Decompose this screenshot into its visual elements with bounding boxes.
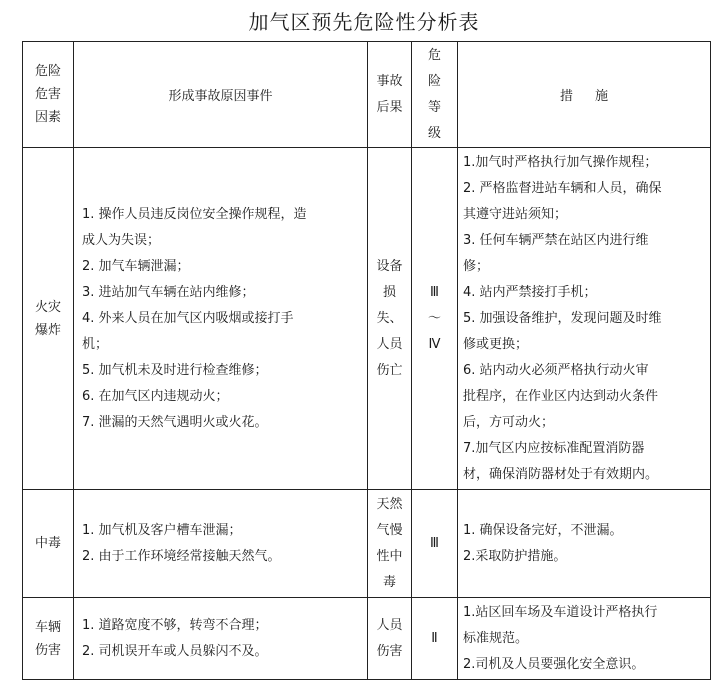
- consequence-cell: 人员 伤害: [368, 598, 412, 680]
- header-consequence: 事故 后果: [368, 42, 412, 148]
- table-row: [23, 598, 711, 680]
- factor-cell: 火灾 爆炸: [23, 148, 74, 490]
- measures-cell: 1.站区回车场及车道设计严格执行 标准规范。 2.司机及人员要强化安全意识。: [458, 598, 711, 680]
- level-cell: Ⅲ ～ Ⅳ: [412, 148, 458, 490]
- cause-cell: 1. 加气机及客户槽车泄漏； 2. 由于工作环境经常接触天然气。: [74, 490, 368, 598]
- table-row: [23, 148, 711, 490]
- level-cell: Ⅲ: [412, 490, 458, 598]
- measures-cell: 1.加气时严格执行加气操作规程； 2. 严格监督进站车辆和人员，确保 其遵守进站须知； 3. 任何车辆严禁在站区内进行维 修； 4. 站内严禁接打手机； 5. 加强设备维护，发现问题及时维 修或更换； 6. 站内动火必须严格执行动火审 批程序，在作业区内达到动火条件 后，方可动火； 7.加气区内应按标准配置消防器 材，确保消防器材处于有效期内。: [458, 148, 711, 490]
- measures-cell: 1. 确保设备完好，不泄漏。 2.采取防护措施。: [458, 490, 711, 598]
- factor-cell: 中毒: [23, 490, 74, 598]
- header-cause: 形成事故原因事件: [74, 42, 368, 148]
- header-level: 危 险 等 级: [412, 42, 458, 148]
- risk-analysis-table: [22, 41, 711, 680]
- cause-cell: 1. 道路宽度不够，转弯不合理； 2. 司机误开车或人员躲闪不及。: [74, 598, 368, 680]
- factor-cell: 车辆 伤害: [23, 598, 74, 680]
- consequence-cell: 天然 气慢 性中 毒: [368, 490, 412, 598]
- header-row: [23, 42, 711, 148]
- header-factor: 危险 危害 因素: [23, 42, 74, 148]
- level-cell: Ⅱ: [412, 598, 458, 680]
- table-title: 加气区预先危险性分析表: [248, 10, 480, 34]
- consequence-cell: 设备 损 失、 人员 伤亡: [368, 148, 412, 490]
- header-measures: 措施: [458, 42, 711, 148]
- table-row: [23, 490, 711, 598]
- cause-cell: 1. 操作人员违反岗位安全操作规程，造 成人为失误； 2. 加气车辆泄漏； 3. 进站加气车辆在站内维修； 4. 外来人员在加气区内吸烟或接打手 机； 5. 加气机未及时进行检查维修； 6. 在加气区内违规动火； 7. 泄漏的天然气遇明火或火花。: [74, 148, 368, 490]
